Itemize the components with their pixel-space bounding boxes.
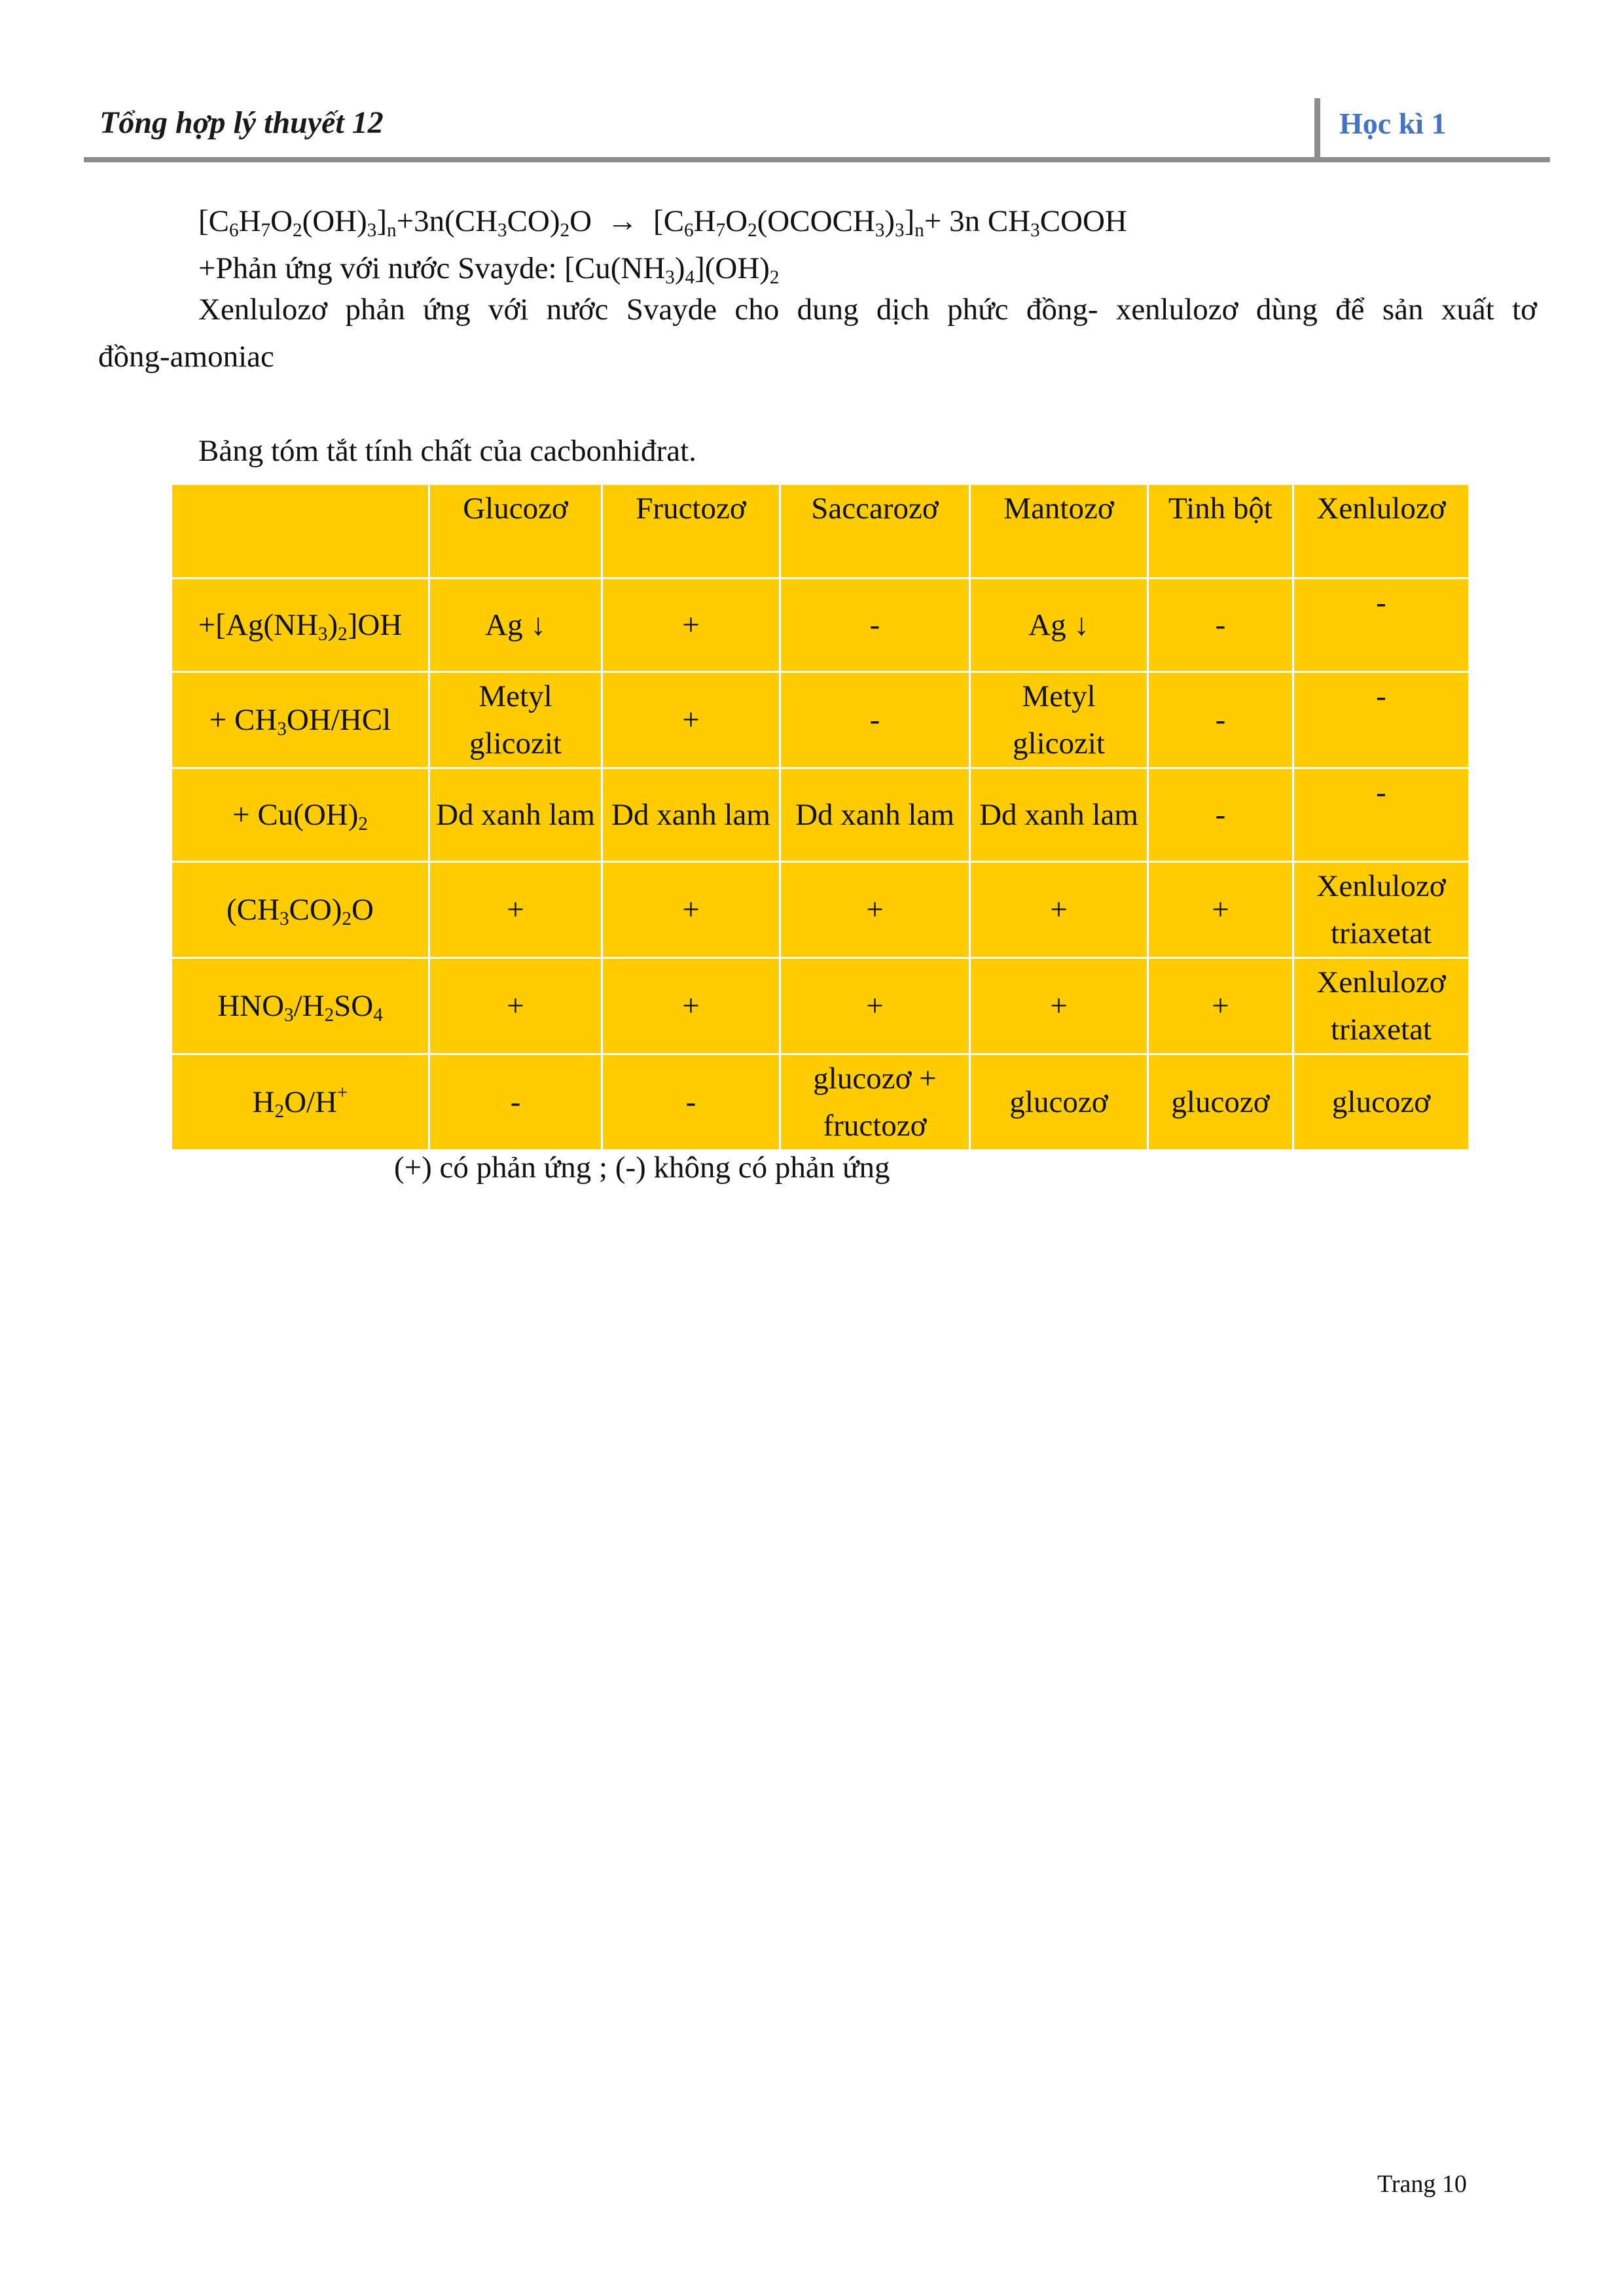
column-header: Fructozơ [602, 484, 780, 579]
result-cell: - [1148, 768, 1293, 862]
paragraph-line-2: đồng-amoniac [98, 340, 274, 374]
result-cell: - [602, 1054, 780, 1151]
result-cell: - [780, 672, 970, 768]
result-cell: - [429, 1054, 602, 1151]
result-cell: + [970, 958, 1148, 1054]
carbohydrate-properties-table [170, 483, 1470, 1151]
result-cell: + [602, 862, 780, 958]
column-header: Mantozơ [970, 484, 1148, 579]
result-cell: - [1293, 768, 1470, 862]
page-number: Trang 10 [1377, 2170, 1467, 2198]
result-cell: + [602, 579, 780, 672]
header-rule [84, 157, 1550, 162]
result-cell: + [429, 862, 602, 958]
result-cell: + [429, 958, 602, 1054]
reaction-equation [198, 198, 1127, 245]
reagent-cell: + $CH_3OH$/HCl [171, 672, 429, 768]
result-cell: glucozơ [1293, 1054, 1470, 1151]
result-cell: - [1293, 672, 1470, 768]
result-cell: glucozơ [1148, 1054, 1293, 1151]
equation-left: $[C_6H_7O_2(OH)_3]_n+3n(CH_3CO)_2O$ [198, 204, 592, 242]
result-cell: + [602, 958, 780, 1054]
result-cell: glucozơ [970, 1054, 1148, 1151]
column-header: Saccarozơ [780, 484, 970, 579]
result-cell: glucozơ + fructozơ [780, 1054, 970, 1151]
result-cell: Dd xanh lam [602, 768, 780, 862]
result-cell: + [780, 958, 970, 1054]
column-header: Glucozơ [429, 484, 602, 579]
equation-right: $[C_6H_7O_2(OCOCH_3)_3]_n+ 3n$ $CH_3COOH$ [653, 204, 1127, 242]
page-header [84, 98, 1550, 162]
result-cell: Dd xanh lam [780, 768, 970, 862]
header-separator [1314, 98, 1320, 158]
reagent-cell: $(CH_3CO)_2O$ [171, 862, 429, 958]
result-cell: + [602, 672, 780, 768]
result-cell: + [780, 862, 970, 958]
reagent-cell: + $Cu(OH)_2$ [171, 768, 429, 862]
table-row [171, 672, 1470, 768]
result-cell: - [780, 579, 970, 672]
result-cell: + [1148, 862, 1293, 958]
column-header: Tinh bột [1148, 484, 1293, 579]
table-row [171, 862, 1470, 958]
table-row [171, 1054, 1470, 1151]
table-legend: (+) có phản ứng ; (-) không có phản ứng [394, 1151, 890, 1185]
table-caption: Bảng tóm tắt tính chất của cacbonhiđrat. [198, 434, 696, 468]
table-row [171, 579, 1470, 672]
result-cell: + [1148, 958, 1293, 1054]
reagent-cell: $HNO_3/H_2SO_4$ [171, 958, 429, 1054]
result-cell: Dd xanh lam [970, 768, 1148, 862]
header-corner-cell [171, 484, 429, 579]
table-header-row [171, 484, 1470, 579]
result-cell: Xenlulozơ triaxetat [1293, 958, 1470, 1054]
result-cell: Xenlulozơ triaxetat [1293, 862, 1470, 958]
result-cell: Metyl glicozit [429, 672, 602, 768]
reagent-cell: $+[Ag(NH_3)_2]OH$ [171, 579, 429, 672]
header-term: Học kì 1 [1339, 107, 1447, 140]
arrow-icon: → [599, 204, 646, 238]
result-cell: Ag ↓ [970, 579, 1148, 672]
result-cell: - [1148, 579, 1293, 672]
result-cell: Dd xanh lam [429, 768, 602, 862]
paragraph-line-1: Xenlulozơ phản ứng với nước Svayde cho dung dịch phức đồng- xenlulozơ dùng để sản xuất tơ [198, 293, 1537, 327]
reagent-cell: $H_2O/H^+$ [171, 1054, 429, 1151]
svayde-line: +Phản ứng với nước Svayde: $[Cu(NH_3)_4](OH)_2$ [198, 251, 780, 289]
result-cell: Ag ↓ [429, 579, 602, 672]
column-header: Xenlulozơ [1293, 484, 1470, 579]
table-row [171, 958, 1470, 1054]
result-cell: Metyl glicozit [970, 672, 1148, 768]
table-row [171, 768, 1470, 862]
result-cell: + [970, 862, 1148, 958]
header-title: Tổng hợp lý thuyết 12 [99, 105, 384, 140]
result-cell: - [1148, 672, 1293, 768]
result-cell: - [1293, 579, 1470, 672]
